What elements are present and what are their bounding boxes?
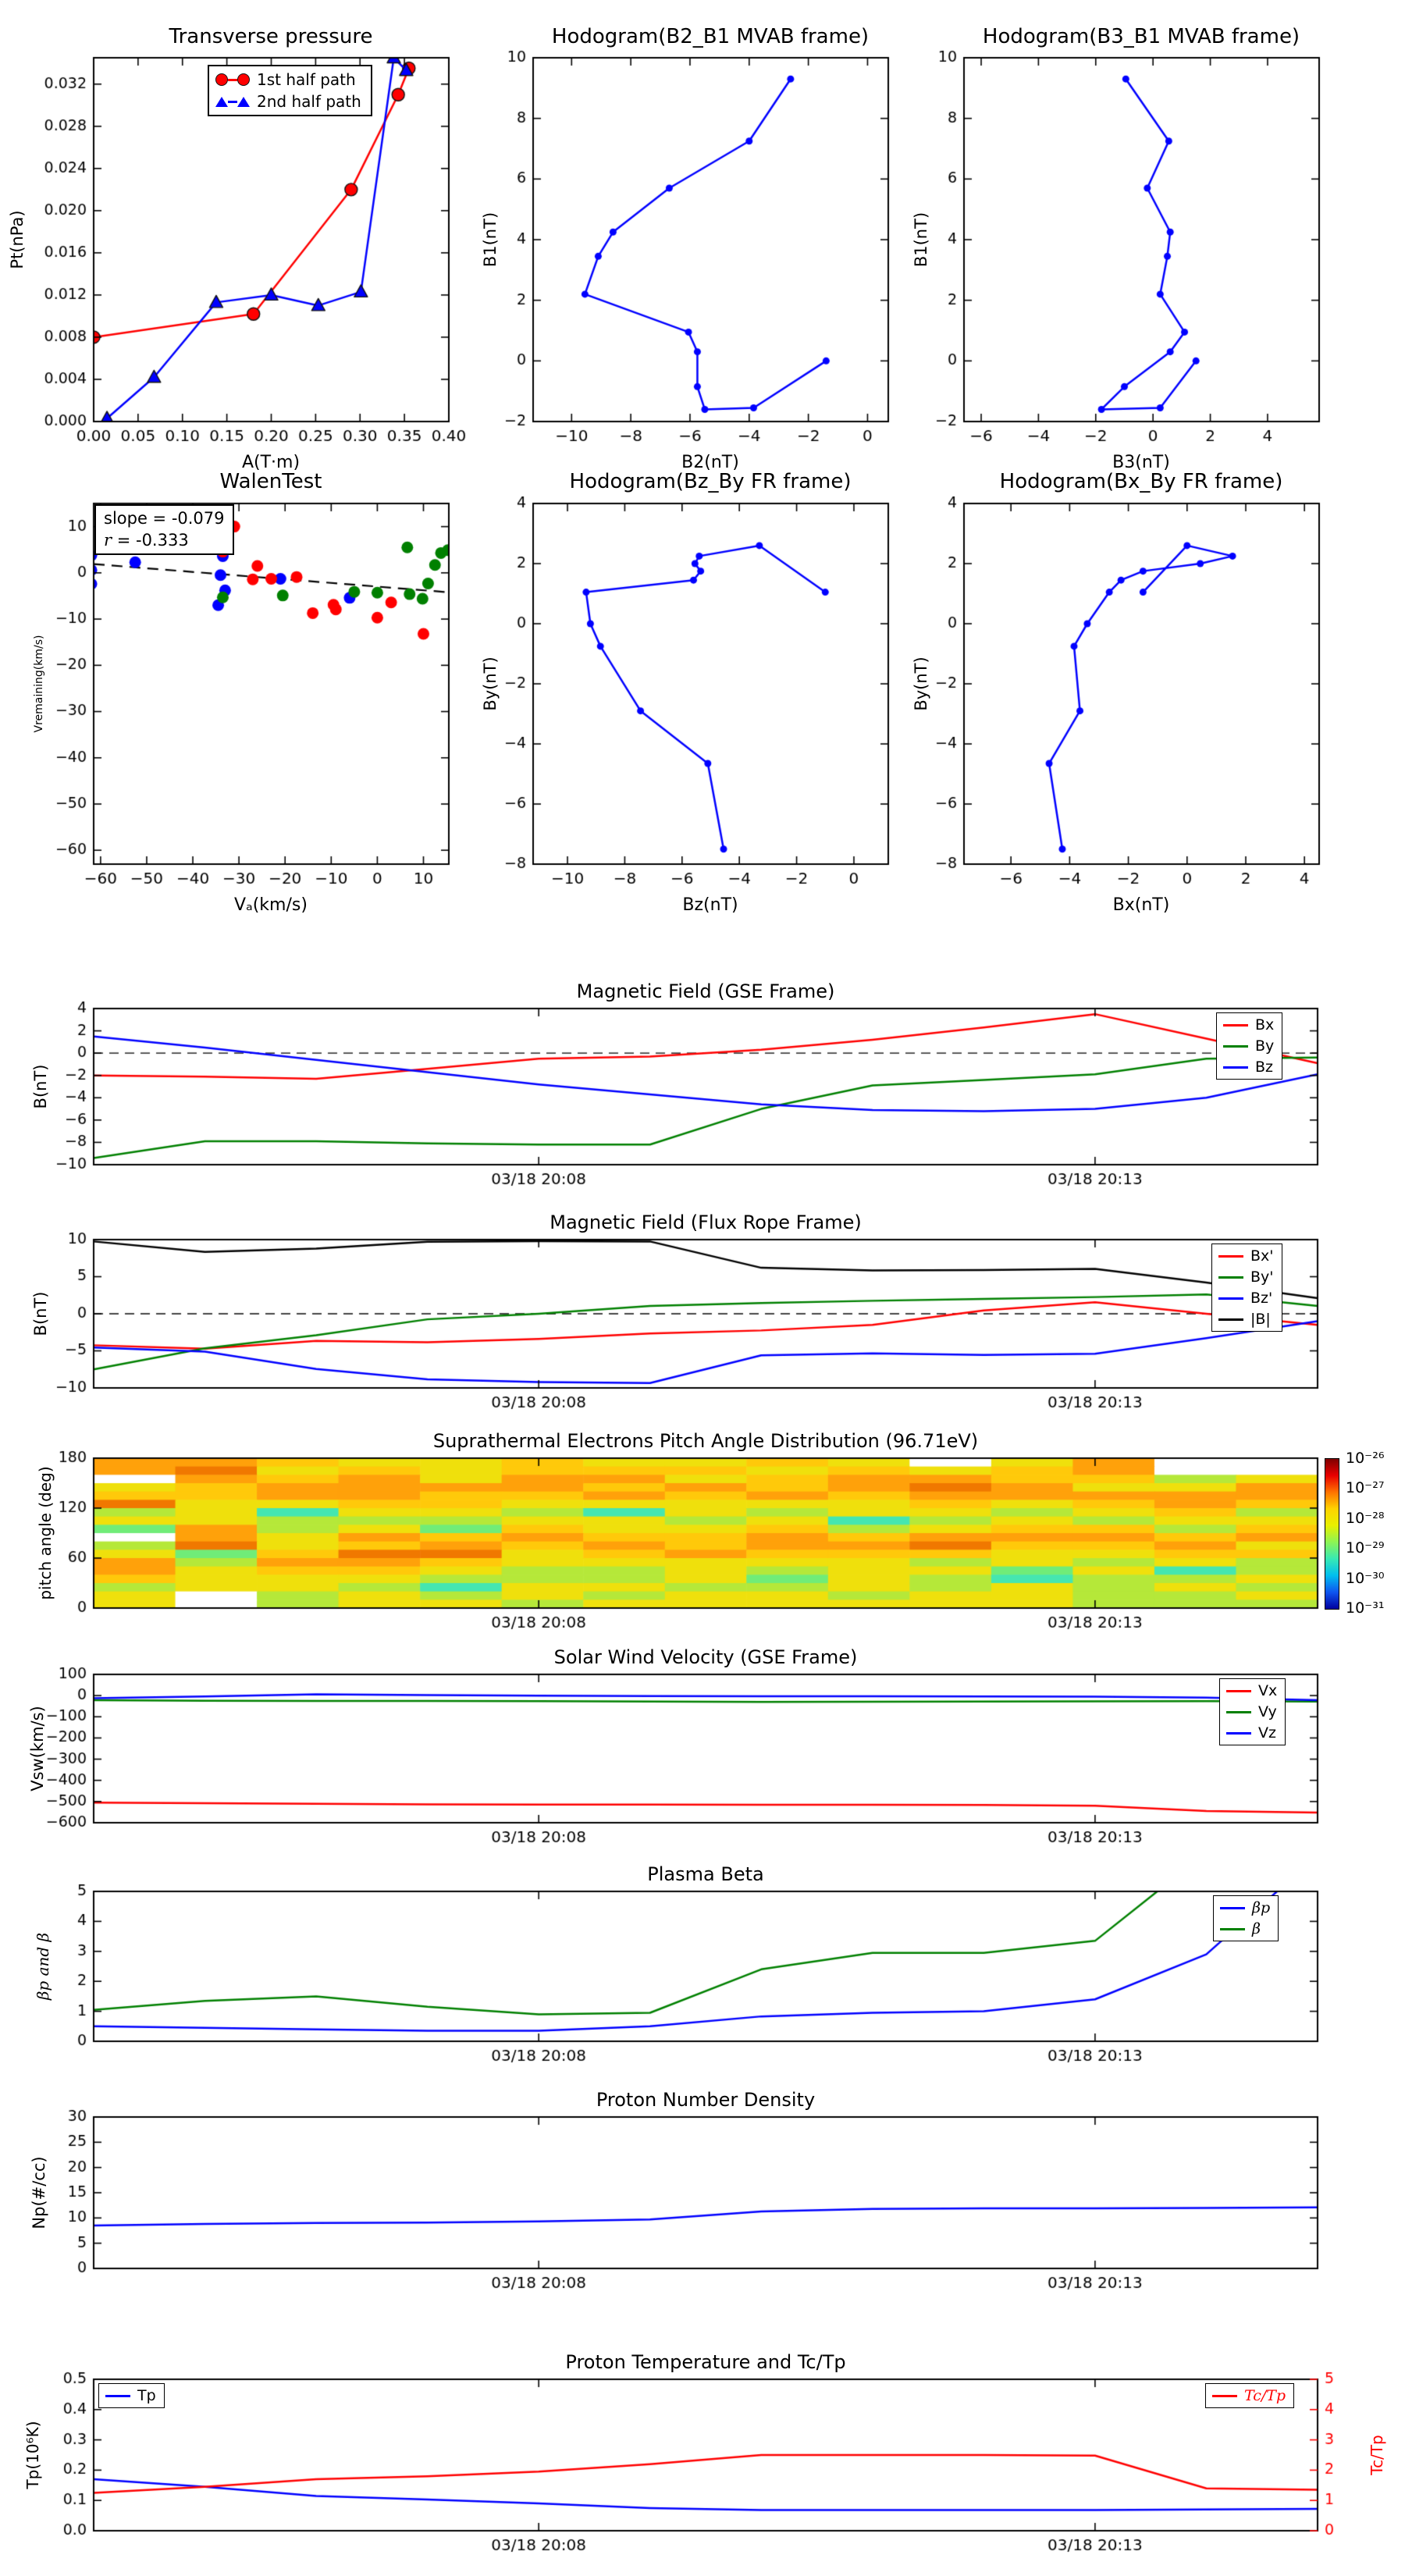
ylabel-tc-tp: Tc/Tp xyxy=(1368,2435,1386,2475)
legend-item-1st-half xyxy=(215,70,361,89)
ylabel-by-right: By(nT) xyxy=(912,656,930,711)
walen-slope: slope = -0.079 xyxy=(104,509,225,528)
legend-label: 2nd half path xyxy=(257,92,361,111)
byp-line-icon xyxy=(1218,1276,1243,1279)
legend-vsw xyxy=(1219,1678,1286,1745)
walen-annotation xyxy=(94,504,234,555)
ylabel-np: Np(#/cc) xyxy=(30,2156,48,2229)
title-beta: Plasma Beta xyxy=(647,1863,764,1885)
title-b-gse: Magnetic Field (GSE Frame) xyxy=(576,980,835,1002)
vx-line-icon xyxy=(1226,1690,1251,1692)
title-pad: Suprathermal Electrons Pitch Angle Distribution (96.71eV) xyxy=(432,1430,979,1452)
legend-tc-tp xyxy=(1205,2383,1294,2408)
title-b-fr: Magnetic Field (Flux Rope Frame) xyxy=(550,1212,862,1233)
legend-label: Bz xyxy=(1255,1059,1274,1076)
title-walen: WalenTest xyxy=(219,470,322,493)
legend-label: Bx xyxy=(1255,1016,1275,1034)
title-vsw: Solar Wind Velocity (GSE Frame) xyxy=(553,1646,858,1668)
legend-label: Bz' xyxy=(1250,1290,1273,1307)
legend-tp xyxy=(98,2383,165,2408)
vz-line-icon xyxy=(1226,1732,1251,1735)
ylabel-beta: βp and β xyxy=(34,1932,52,2001)
ylabel-b-fr: B(nT) xyxy=(31,1291,50,1336)
red-circle-line-icon xyxy=(215,73,250,86)
legend-b-gse xyxy=(1216,1012,1282,1080)
legend-label: Vz xyxy=(1258,1724,1276,1742)
beta-line-icon xyxy=(1220,1928,1245,1930)
betap-line-icon xyxy=(1220,1907,1245,1909)
title-hodogram-b3b1: Hodogram(B3_B1 MVAB frame) xyxy=(982,25,1300,48)
ylabel-pt: Pt(nPa) xyxy=(8,210,27,269)
legend-b-fr xyxy=(1211,1244,1282,1332)
legend-label: β xyxy=(1252,1920,1261,1937)
xlabel-b3: B3(nT) xyxy=(1112,453,1170,472)
legend-label: By xyxy=(1255,1037,1275,1055)
bx-line-icon xyxy=(1223,1024,1248,1026)
colorbar-label: 10⁻²⁷ xyxy=(1346,1479,1385,1496)
legend-label: By' xyxy=(1250,1268,1274,1286)
legend-label: Vx xyxy=(1258,1682,1278,1699)
xlabel-transverse: A(T·m) xyxy=(241,453,301,472)
legend-label: Bx' xyxy=(1250,1247,1274,1265)
title-np: Proton Number Density xyxy=(596,2089,816,2111)
legend-beta xyxy=(1213,1895,1279,1941)
colorbar-label: 10⁻²⁹ xyxy=(1346,1539,1385,1557)
ylabel-vremaining: Vremaining(km/s) xyxy=(33,635,45,733)
bmag-line-icon xyxy=(1218,1318,1243,1321)
ylabel-b1-left: B1(nT) xyxy=(481,212,500,268)
colorbar-label: 10⁻³¹ xyxy=(1346,1599,1385,1617)
legend-label: Vy xyxy=(1258,1703,1277,1720)
colorbar-label: 10⁻²⁶ xyxy=(1346,1450,1385,1467)
legend-transverse xyxy=(208,65,372,116)
ylabel-by-left: By(nT) xyxy=(481,656,500,711)
xlabel-bx: Bx(nT) xyxy=(1112,895,1170,915)
title-hodogram-bzby: Hodogram(Bz_By FR frame) xyxy=(569,470,852,493)
title-tp: Proton Temperature and Tc/Tp xyxy=(565,2351,846,2373)
legend-label: |B| xyxy=(1250,1311,1271,1328)
blue-triangle-line-icon xyxy=(215,97,250,107)
colorbar-label: 10⁻²⁸ xyxy=(1346,1510,1385,1527)
xlabel-va: Vₐ(km/s) xyxy=(234,895,308,915)
legend-label: Tp xyxy=(137,2387,156,2404)
bz-line-icon xyxy=(1223,1066,1248,1069)
xlabel-b2: B2(nT) xyxy=(681,453,739,472)
ylabel-b-gse: B(nT) xyxy=(31,1064,50,1109)
colorbar-label: 10⁻³⁰ xyxy=(1346,1570,1385,1587)
colorbar xyxy=(1325,1458,1339,1610)
tp-line-icon xyxy=(105,2395,130,2397)
legend-label: 1st half path xyxy=(257,70,356,89)
title-hodogram-b2b1: Hodogram(B2_B1 MVAB frame) xyxy=(551,25,870,48)
tctp-line-icon xyxy=(1212,2395,1237,2397)
bzp-line-icon xyxy=(1218,1297,1243,1300)
legend-item-2nd-half xyxy=(215,92,361,111)
vy-line-icon xyxy=(1226,1711,1251,1713)
xlabel-bz: Bz(nT) xyxy=(682,895,738,915)
walen-r: r = -0.333 xyxy=(104,531,189,550)
title-transverse-pressure: Transverse pressure xyxy=(169,25,373,48)
title-hodogram-bxby: Hodogram(Bx_By FR frame) xyxy=(999,470,1283,493)
ylabel-tp: Tp(10⁶K) xyxy=(23,2421,42,2489)
by-line-icon xyxy=(1223,1045,1248,1048)
ylabel-vsw: Vsw(km/s) xyxy=(28,1706,47,1791)
legend-label: βp xyxy=(1252,1899,1271,1916)
bxp-line-icon xyxy=(1218,1255,1243,1258)
legend-label: Tc/Tp xyxy=(1244,2387,1286,2404)
ylabel-b1-right: B1(nT) xyxy=(912,212,930,268)
ylabel-pitch-angle: pitch angle (deg) xyxy=(36,1466,55,1600)
